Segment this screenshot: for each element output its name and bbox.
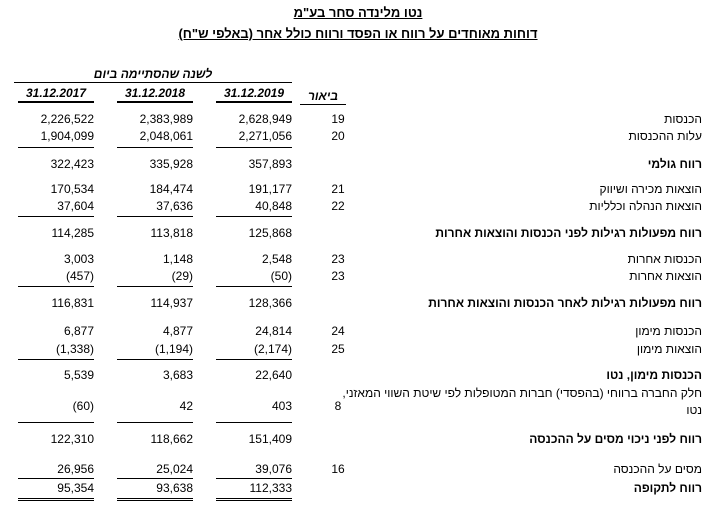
value-2019: 357,893: [248, 157, 292, 171]
row-label: רווח גולמי: [647, 157, 702, 171]
separator-line: [18, 478, 94, 479]
separator-line: [216, 422, 292, 423]
double-underline: [18, 498, 94, 501]
value-2017: 3,003: [63, 252, 94, 266]
value-2018: 2,383,989: [139, 112, 193, 126]
value-2018: 25,024: [156, 462, 193, 476]
row-label: הוצאות אחרות: [629, 269, 702, 283]
value-2018: 118,662: [150, 432, 193, 446]
value-2019: 40,848: [255, 199, 292, 213]
value-2019: 22,640: [255, 368, 292, 382]
value-2017: (457): [65, 269, 94, 283]
note-column-header: ביאור: [300, 89, 346, 105]
note-ref: 16: [331, 462, 345, 476]
value-2018: 42: [179, 399, 193, 413]
value-2018: 37,636: [156, 199, 193, 213]
period-label: לשנה שהסתיימה ביום: [93, 67, 213, 81]
value-2017: 95,354: [57, 481, 94, 495]
value-2018: 114,937: [150, 296, 193, 310]
separator-line: [18, 216, 94, 217]
value-2019: 24,814: [255, 324, 292, 338]
separator-line: [216, 216, 292, 217]
value-2017: 2,226,522: [40, 112, 94, 126]
note-ref: 24: [331, 324, 345, 338]
value-2017: 37,604: [57, 199, 94, 213]
value-2019: 128,366: [248, 296, 292, 310]
row-label: מסים על ההכנסה: [613, 462, 702, 476]
row-profit-before-tax: [0, 432, 716, 448]
separator-line: [216, 147, 292, 148]
row-label: הכנסות אחרות: [627, 252, 702, 266]
row-equity-method-share: [0, 385, 716, 419]
value-2018: 93,638: [156, 481, 193, 495]
value-2018: (1,194): [154, 342, 193, 356]
separator-line: [117, 359, 193, 360]
value-2017: 5,539: [63, 368, 94, 382]
value-2019: 191,177: [248, 182, 292, 196]
note-ref: 21: [331, 182, 345, 196]
value-2019: 39,076: [255, 462, 292, 476]
value-2019: 125,868: [248, 226, 292, 240]
value-2017: 114,285: [51, 226, 94, 240]
separator-line: [18, 359, 94, 360]
column-header-2017: 31.12.2017: [18, 86, 94, 103]
separator-line: [117, 286, 193, 287]
row-gross-profit: [0, 157, 716, 173]
value-2018: 335,928: [149, 157, 193, 171]
company-name: נטו מלינדה סחר בע"מ: [293, 5, 423, 20]
column-header-2018: 31.12.2018: [117, 86, 193, 103]
row-finance-income: [0, 324, 716, 340]
double-underline: [117, 498, 193, 501]
row-label: עלות ההכנסות: [628, 129, 702, 143]
row-finance-expenses: [0, 342, 716, 358]
separator-line: [216, 478, 292, 479]
row-label: הכנסות מימון, נטו: [606, 368, 702, 382]
value-2017: (1,338): [55, 342, 94, 356]
note-ref: 25: [331, 342, 345, 356]
statement-title: דוחות מאוחדים על רווח או הפסד ורווח כולל אחר (באלפי ש"ח): [178, 26, 538, 41]
value-2019: 151,409: [248, 432, 292, 446]
value-2018: (29): [171, 269, 193, 283]
value-2017: 322,423: [50, 157, 94, 171]
row-selling-expenses: [0, 182, 716, 198]
value-2018: 113,818: [150, 226, 193, 240]
row-label: רווח מפעולות רגילות לאחר הכנסות והוצאות אחרות: [428, 296, 702, 310]
value-2017: 122,310: [50, 432, 94, 446]
separator-line: [117, 422, 193, 423]
value-2019: 2,548: [261, 252, 292, 266]
value-2018: 4,877: [162, 324, 193, 338]
column-header-2019: 31.12.2019: [216, 86, 292, 103]
row-label: הוצאות הנהלה וכלליות: [589, 199, 702, 213]
row-label: הוצאות מכירה ושיווק: [599, 182, 702, 196]
row-label: הכנסות מימון: [635, 324, 702, 338]
separator-line: [117, 216, 193, 217]
separator-line: [18, 422, 94, 423]
value-2019: (50): [270, 269, 292, 283]
row-operating-profit-before-other: [0, 226, 716, 242]
note-ref: 8: [334, 399, 342, 413]
value-2017: 26,956: [57, 462, 94, 476]
row-revenue: [0, 112, 716, 128]
note-ref: 23: [331, 269, 345, 283]
value-2017: 116,831: [51, 296, 94, 310]
note-ref: 20: [331, 129, 345, 143]
row-income-tax: [0, 462, 716, 478]
row-cost-of-revenue: [0, 129, 716, 145]
row-label: רווח מפעולות רגילות לפני הכנסות והוצאות אחרות: [435, 226, 702, 240]
separator-line: [216, 359, 292, 360]
value-2017: 170,534: [50, 182, 94, 196]
value-2018: 3,683: [162, 368, 193, 382]
row-other-income: [0, 252, 716, 268]
value-2018: 2,048,061: [139, 129, 193, 143]
value-2017: 6,877: [63, 324, 94, 338]
value-2019: 112,333: [249, 481, 292, 495]
separator-line: [117, 478, 193, 479]
value-2017: 1,904,099: [40, 129, 94, 143]
value-2019: 2,628,949: [238, 112, 292, 126]
separator-line: [18, 286, 94, 287]
row-profit-for-period: [0, 481, 716, 497]
double-underline: [216, 498, 292, 501]
row-operating-profit-after-other: [0, 296, 716, 312]
row-label: הוצאות מימון: [636, 342, 702, 356]
value-2019: 2,271,056: [238, 129, 292, 143]
period-underline: [14, 82, 292, 83]
value-2018: 1,148: [162, 252, 193, 266]
note-ref: 22: [331, 199, 345, 213]
value-2018: 184,474: [149, 182, 193, 196]
separator-line: [216, 286, 292, 287]
separator-line: [117, 147, 193, 148]
separator-line: [18, 147, 94, 148]
row-admin-expenses: [0, 199, 716, 215]
row-label: רווח לתקופה: [633, 481, 702, 495]
row-label: רווח לפני ניכוי מסים על ההכנסה: [529, 432, 702, 446]
note-ref: 23: [331, 252, 345, 266]
row-label: הכנסות: [664, 112, 702, 126]
row-finance-income-net: [0, 368, 716, 384]
value-2017: (60): [72, 399, 94, 413]
row-label: חלק החברה ברווחי (בהפסדי) חברות המטופלות לפי שיטת השווי המאזני, נטו: [342, 386, 702, 417]
note-ref: 19: [331, 112, 345, 126]
value-2019: 403: [271, 399, 292, 413]
row-other-expenses: [0, 269, 716, 285]
value-2019: (2,174): [253, 342, 292, 356]
